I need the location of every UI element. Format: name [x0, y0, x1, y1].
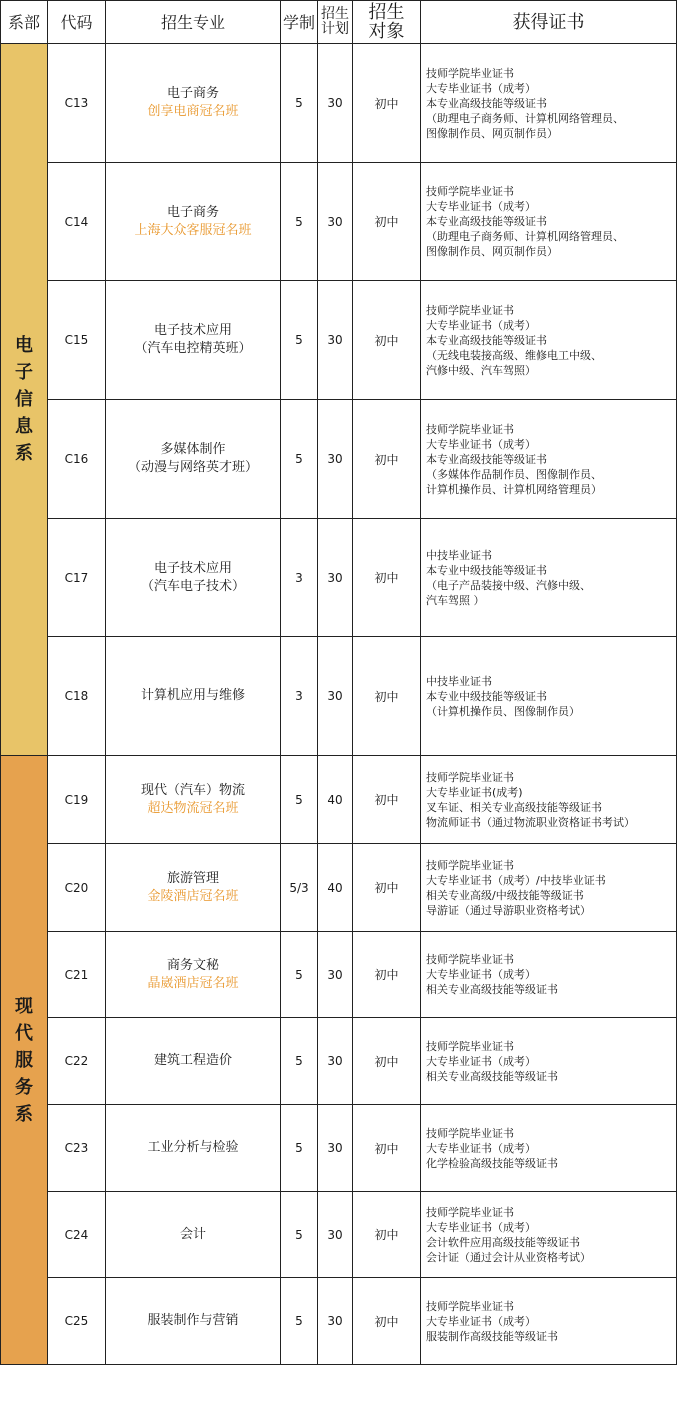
years-cell: 3: [281, 637, 318, 756]
cert-line: 技师学院毕业证书: [426, 953, 514, 966]
cert-line: 本专业中级技能等级证书: [426, 689, 547, 703]
plan-cell: 30: [318, 519, 353, 637]
cert-cell: [421, 44, 677, 163]
header-target: 招生 对象: [353, 1, 421, 44]
cert-line: （计算机操作员、图像制作员）: [426, 704, 580, 718]
years-cell: 5: [281, 44, 318, 163]
cert-line: 大专毕业证书（成考）: [426, 1314, 536, 1328]
table-row: [1, 637, 677, 756]
dept-char: 信: [15, 389, 33, 410]
cert-line: 汽车驾照 ）: [426, 593, 485, 607]
major-cell: [106, 637, 281, 756]
cert-cell: [421, 519, 677, 637]
cert-line: 技师学院毕业证书: [426, 303, 514, 317]
major-sponsor-class: 超达物流冠名班: [147, 800, 239, 816]
cert-line: 大专毕业证书（成考）/中技毕业证书: [426, 873, 606, 887]
cert-line: 图像制作员、网页制作员）: [426, 126, 558, 140]
years-cell: 5/3: [281, 844, 318, 932]
dept-char: 系: [15, 443, 33, 464]
major-cell: [106, 1278, 281, 1365]
years-cell: 5: [281, 932, 318, 1018]
cert-line: 相关专业高级/中级技能等级证书: [426, 888, 584, 902]
cert-line: 大专毕业证书（成考）: [426, 318, 536, 332]
cert-line: 叉车证、相关专业高级技能等级证书: [426, 800, 602, 814]
header-code: 代码: [48, 1, 106, 44]
major-name: 电子商务: [166, 204, 219, 220]
target-cell: 初中: [353, 519, 421, 637]
cert-line: 中技毕业证书: [426, 548, 492, 562]
target-cell: 初中: [353, 281, 421, 400]
years-cell: 5: [281, 1105, 318, 1192]
target-cell: 初中: [353, 844, 421, 932]
cert-line: 本专业中级技能等级证书: [426, 563, 547, 577]
cert-line: 技师学院毕业证书: [426, 1039, 514, 1053]
major-name: 商务文秘: [166, 957, 219, 973]
cert-line: 化学检验高级技能等级证书: [426, 1156, 558, 1170]
dept-modern-service: [1, 756, 48, 1365]
major-sponsor-class: 晶崴酒店冠名班: [147, 975, 239, 991]
cert-line: 大专毕业证书（成考）: [426, 81, 536, 95]
table-row: [1, 932, 677, 1018]
major-cell: [106, 1192, 281, 1278]
major-sponsor-class: 创享电商冠名班: [147, 104, 239, 119]
cert-line: 大专毕业证书（成考）: [426, 437, 536, 451]
code-cell: C17: [48, 519, 106, 637]
cert-line: 技师学院毕业证书: [426, 770, 514, 784]
cert-line: 会计软件应用高级技能等级证书: [426, 1235, 580, 1249]
cert-line: 相关专业高级技能等级证书: [426, 983, 558, 996]
cert-line: 本专业高级技能等级证书: [426, 96, 547, 110]
major-name: 会计: [179, 1226, 206, 1242]
cert-line: 汽修中级、汽车驾照）: [426, 363, 536, 377]
code-cell: C23: [48, 1105, 106, 1192]
dept-char: 服: [15, 1049, 33, 1071]
major-name: 建筑工程造价: [153, 1053, 232, 1068]
table-row: [1, 1192, 677, 1278]
years-cell: 5: [281, 1192, 318, 1278]
target-cell: 初中: [353, 756, 421, 844]
cert-line: 技师学院毕业证书: [426, 1126, 514, 1140]
major-track: （汽车电子技术）: [140, 578, 245, 594]
plan-cell: 30: [318, 281, 353, 400]
cert-cell: [421, 1105, 677, 1192]
cert-line: 物流师证书（通过物流职业资格证书考试）: [426, 815, 635, 829]
cert-line: 大专毕业证书（成考）: [426, 1054, 536, 1068]
table-row: [1, 281, 677, 400]
plan-cell: 30: [318, 1192, 353, 1278]
table-row: [1, 163, 677, 281]
cert-line: 技师学院毕业证书: [426, 422, 514, 436]
major-cell: [106, 281, 281, 400]
cert-line: （助理电子商务师、计算机网络管理员、: [426, 111, 624, 125]
major-cell: [106, 163, 281, 281]
cert-line: （电子产品装接中级、汽修中级、: [426, 578, 591, 592]
header-dept: 系部: [1, 1, 48, 44]
major-name: 工业分析与检验: [147, 1140, 239, 1155]
dept-char: 现: [15, 995, 33, 1017]
table-row: [1, 400, 677, 519]
dept-char: 子: [15, 362, 33, 383]
dept-char: 电: [15, 335, 33, 356]
cert-cell: [421, 1018, 677, 1105]
target-cell: 初中: [353, 44, 421, 163]
header-cert: 获得证书: [421, 1, 677, 44]
code-cell: C14: [48, 163, 106, 281]
plan-cell: 40: [318, 756, 353, 844]
cert-line: 本专业高级技能等级证书: [426, 215, 547, 228]
code-cell: C25: [48, 1278, 106, 1365]
years-cell: 5: [281, 1278, 318, 1365]
major-name: 多媒体制作: [160, 442, 226, 457]
plan-cell: 30: [318, 163, 353, 281]
major-cell: [106, 756, 281, 844]
target-cell: 初中: [353, 163, 421, 281]
cert-line: 技师学院毕业证书: [426, 858, 514, 872]
cert-line: （无线电装接高级、维修电工中级、: [426, 348, 602, 362]
major-cell: [106, 1018, 281, 1105]
plan-cell: 30: [318, 400, 353, 519]
years-cell: 5: [281, 1018, 318, 1105]
major-name: 旅游管理: [166, 870, 219, 886]
target-cell: 初中: [353, 1018, 421, 1105]
code-cell: C22: [48, 1018, 106, 1105]
plan-cell: 30: [318, 932, 353, 1018]
code-cell: C20: [48, 844, 106, 932]
major-cell: [106, 932, 281, 1018]
code-cell: C15: [48, 281, 106, 400]
header-years: 学制: [281, 1, 318, 44]
cert-line: 本专业高级技能等级证书: [426, 452, 547, 466]
cert-line: 大专毕业证书（成考）: [426, 200, 536, 213]
major-track: （动漫与网络英才班）: [127, 460, 258, 475]
table-row: [1, 44, 677, 163]
cert-line: 大专毕业证书(成考): [426, 785, 523, 799]
table-row: [1, 1018, 677, 1105]
cert-line: 服装制作高级技能等级证书: [426, 1329, 558, 1343]
header-major: 招生专业: [106, 1, 281, 44]
plan-cell: 40: [318, 844, 353, 932]
target-cell: 初中: [353, 1105, 421, 1192]
major-cell: [106, 844, 281, 932]
cert-line: 技师学院毕业证书: [426, 185, 514, 198]
major-name: 电子技术应用: [153, 560, 232, 576]
target-cell: 初中: [353, 1278, 421, 1365]
cert-line: 技师学院毕业证书: [426, 66, 514, 80]
cert-line: 图像制作员、网页制作员）: [426, 245, 558, 258]
dept-electronics: [1, 44, 48, 756]
major-name: 计算机应用与维修: [140, 688, 245, 703]
major-name: 现代（汽车）物流: [140, 782, 245, 798]
target-cell: 初中: [353, 637, 421, 756]
code-cell: C24: [48, 1192, 106, 1278]
major-cell: [106, 400, 281, 519]
cert-line: 中技毕业证书: [426, 674, 492, 688]
code-cell: C18: [48, 637, 106, 756]
major-cell: [106, 519, 281, 637]
cert-cell: [421, 1278, 677, 1365]
years-cell: 5: [281, 281, 318, 400]
table-row: [1, 1105, 677, 1192]
major-cell: [106, 1105, 281, 1192]
cert-cell: [421, 1192, 677, 1278]
code-cell: C21: [48, 932, 106, 1018]
major-sponsor-class: 上海大众客服冠名班: [134, 222, 252, 238]
cert-line: 计算机操作员、计算机网络管理员）: [426, 482, 602, 496]
plan-cell: 30: [318, 1018, 353, 1105]
plan-cell: 30: [318, 44, 353, 163]
target-cell: 初中: [353, 932, 421, 1018]
cert-cell: [421, 756, 677, 844]
cert-line: 大专毕业证书（成考）: [426, 1141, 536, 1155]
plan-cell: 30: [318, 1278, 353, 1365]
cert-line: 大专毕业证书（成考）: [426, 1220, 536, 1234]
cert-cell: [421, 281, 677, 400]
target-cell: 初中: [353, 1192, 421, 1278]
years-cell: 3: [281, 519, 318, 637]
code-cell: C13: [48, 44, 106, 163]
header-plan: 招生 计划: [318, 1, 353, 44]
plan-cell: 30: [318, 1105, 353, 1192]
years-cell: 5: [281, 756, 318, 844]
table-row: [1, 756, 677, 844]
cert-line: （助理电子商务师、计算机网络管理员、: [426, 230, 624, 243]
cert-line: 技师学院毕业证书: [426, 1299, 514, 1313]
dept-char: 息: [15, 416, 33, 437]
cert-line: 技师学院毕业证书: [426, 1205, 514, 1219]
major-name: 电子商务: [166, 86, 219, 101]
cert-line: 大专毕业证书（成考）: [426, 968, 536, 981]
table-row: [1, 844, 677, 932]
cert-line: 本专业高级技能等级证书: [426, 333, 547, 347]
dept-char: 系: [15, 1103, 33, 1125]
cert-cell: [421, 844, 677, 932]
cert-cell: [421, 637, 677, 756]
table-row: [1, 519, 677, 637]
table-row: [1, 1278, 677, 1365]
code-cell: C16: [48, 400, 106, 519]
cert-line: 会计证（通过会计从业资格考试）: [426, 1250, 591, 1264]
target-cell: 初中: [353, 400, 421, 519]
major-sponsor-class: 金陵酒店冠名班: [147, 888, 239, 904]
cert-line: （多媒体作品制作员、图像制作员、: [426, 467, 602, 481]
header-row: [1, 1, 677, 44]
cert-cell: [421, 400, 677, 519]
major-name: 电子技术应用: [153, 323, 232, 338]
years-cell: 5: [281, 163, 318, 281]
years-cell: 5: [281, 400, 318, 519]
dept-char: 务: [15, 1076, 33, 1098]
cert-cell: [421, 932, 677, 1018]
dept-char: 代: [15, 1022, 33, 1044]
plan-cell: 30: [318, 637, 353, 756]
major-cell: [106, 44, 281, 163]
cert-line: 导游证（通过导游职业资格考试）: [426, 903, 591, 917]
major-track: （汽车电控精英班）: [134, 341, 252, 356]
cert-line: 相关专业高级技能等级证书: [426, 1069, 558, 1083]
cert-cell: [421, 163, 677, 281]
major-name: 服装制作与营销: [147, 1313, 239, 1328]
code-cell: C19: [48, 756, 106, 844]
